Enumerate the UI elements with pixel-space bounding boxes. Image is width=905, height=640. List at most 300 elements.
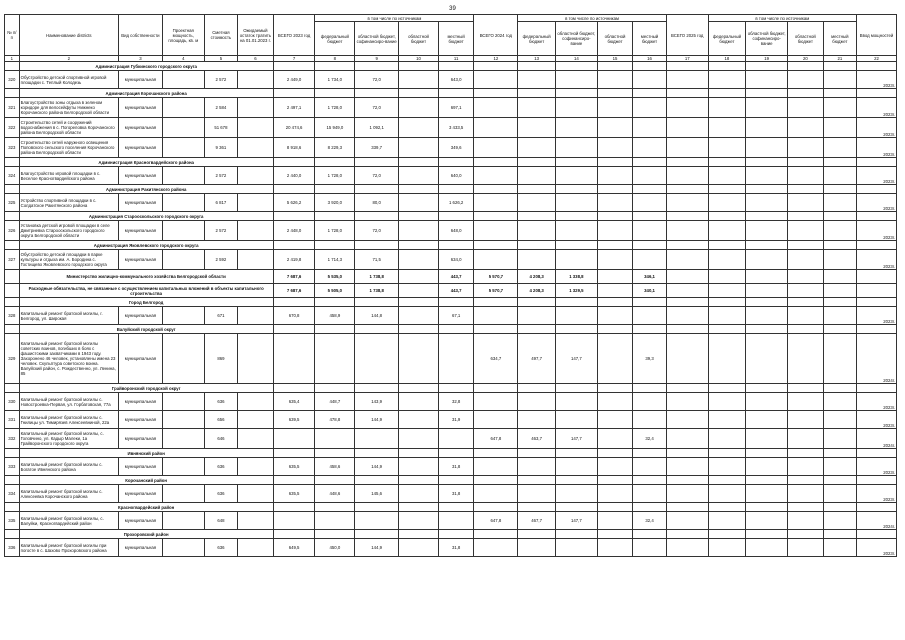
empty-cell (788, 194, 824, 212)
empty-cell (708, 221, 746, 241)
empty-cell (399, 325, 439, 334)
header-regional: областной бюджет (399, 22, 439, 56)
empty-cell (823, 449, 856, 458)
cell-loc23 (438, 334, 474, 384)
empty-cell (746, 325, 788, 334)
cell-name: Установка детской игровой площадки в селе Дмитриевка Старооскольского городского округа Белгородской области (19, 221, 118, 241)
cell-rem (238, 221, 274, 241)
empty-cell (666, 185, 708, 194)
empty-cell (788, 241, 824, 250)
empty-cell (555, 503, 597, 512)
empty-cell (708, 411, 746, 429)
cell-name: Обустройство детской спортивной игровой площадки с. Теплый Колодезь (19, 71, 118, 89)
cell-t24 (474, 485, 518, 503)
section-num-cell (5, 384, 20, 393)
cell-t23 (273, 334, 315, 384)
empty-cell (708, 62, 746, 71)
cell-reg24c: 147,7 (555, 334, 597, 384)
empty-cell (518, 212, 556, 221)
cell-cap (162, 429, 204, 449)
section-title: Грайворонский городской округ (19, 384, 273, 393)
cell-name: Строительство сетей и сооружений водоснабжения в с. Погореловка Корочанского района Белгородской области (19, 118, 118, 138)
empty-cell (438, 325, 474, 334)
section-title: Город Белгород (19, 298, 273, 307)
header-sources-2024: в том числе по источникам (518, 15, 666, 22)
empty-cell (474, 449, 518, 458)
empty-cell (823, 325, 856, 334)
cell-year: 2023г. (857, 118, 897, 138)
empty-cell (666, 325, 708, 334)
empty-cell (857, 241, 897, 250)
header-sources-2025: в том числе по источникам (708, 15, 856, 22)
cell-num: 335 (5, 512, 20, 530)
cell-reg24 (597, 539, 633, 557)
cell-reg23 (399, 539, 439, 557)
cell-reg23 (399, 458, 439, 476)
empty-cell (633, 298, 666, 307)
empty-cell (857, 530, 897, 539)
empty-cell (823, 194, 856, 212)
empty-cell (273, 449, 315, 458)
empty-cell (788, 62, 824, 71)
column-number: 22 (857, 56, 897, 62)
empty-cell (273, 530, 315, 539)
investment-table (4, 14, 897, 557)
cell-t25 (666, 429, 708, 449)
table-row (5, 307, 897, 325)
cell-num: 320 (5, 71, 20, 89)
cell-cap (162, 167, 204, 185)
cell-reg23 (399, 429, 439, 449)
cell-reg24c: 147,7 (555, 429, 597, 449)
cell-loc24 (633, 98, 666, 118)
cell-fed23 (315, 334, 355, 384)
cell-reg23c (355, 512, 399, 530)
empty-cell (823, 158, 856, 167)
empty-cell (555, 530, 597, 539)
empty-cell (746, 334, 788, 384)
cell-loc23 (438, 512, 474, 530)
cell-reg24c (555, 71, 597, 89)
empty-cell (708, 158, 746, 167)
column-number: 14 (555, 56, 597, 62)
empty-cell (823, 539, 856, 557)
column-number: 5 (204, 56, 237, 62)
cell-year: 2023г. (857, 167, 897, 185)
cell-fed23: 3 920,0 (315, 194, 355, 212)
cell-t24 (474, 194, 518, 212)
cell-year: 2023г. (857, 71, 897, 89)
table-row (5, 458, 897, 476)
cell-t24 (474, 539, 518, 557)
cell-loc23: 1 626,2 (438, 194, 474, 212)
empty-cell (746, 503, 788, 512)
cell-cost: 51 678 (204, 118, 237, 138)
empty-cell (708, 485, 746, 503)
cell-fed23: 1 728,0 (315, 98, 355, 118)
cell-loc23: 67,1 (438, 307, 474, 325)
cell-fed23 (315, 512, 355, 530)
cell-name: Устройство спортивной площадки в с. Солдатское Ракитянского района (19, 194, 118, 212)
cell-fed24: 467,7 (518, 512, 556, 530)
cell-loc24 (633, 250, 666, 270)
empty-cell (438, 212, 474, 221)
table-row (5, 138, 897, 158)
cell-owner: муниципальная (118, 539, 162, 557)
empty-cell (788, 334, 824, 384)
section-num-cell (5, 89, 20, 98)
cell-rem (238, 411, 274, 429)
cell-cap (162, 118, 204, 138)
empty-cell (273, 158, 315, 167)
cell-num: 327 (5, 250, 20, 270)
empty-cell (355, 530, 399, 539)
cell-num: 324 (5, 167, 20, 185)
empty-cell (633, 212, 666, 221)
empty-cell (708, 429, 746, 449)
total-num-cell (5, 270, 20, 284)
header-federal: федеральный бюджет (518, 22, 556, 56)
empty-cell (518, 241, 556, 250)
empty-cell (666, 158, 708, 167)
column-number: 13 (518, 56, 556, 62)
cell-loc23: 643,0 (438, 71, 474, 89)
empty-cell (823, 241, 856, 250)
cell-rem (238, 458, 274, 476)
column-number: 2 (19, 56, 118, 62)
cell-reg23c: 72,0 (355, 71, 399, 89)
cell-fed23: 1 728,0 (315, 167, 355, 185)
empty-cell (399, 62, 439, 71)
empty-cell (857, 62, 897, 71)
cell-loc23: 31,9 (438, 411, 474, 429)
section-title: Корочанский район (19, 476, 273, 485)
cell-fed24 (518, 118, 556, 138)
total-row (5, 270, 897, 284)
empty-cell (746, 71, 788, 89)
empty-cell (746, 138, 788, 158)
empty-cell (597, 185, 633, 194)
empty-cell (273, 384, 315, 393)
header-cost: Сметная стоимость (204, 15, 237, 56)
empty-cell (746, 194, 788, 212)
section-row (5, 384, 897, 393)
cell-owner: муниципальная (118, 411, 162, 429)
empty-cell (857, 185, 897, 194)
empty-cell (857, 384, 897, 393)
cell-t25 (666, 98, 708, 118)
empty-cell (708, 512, 746, 530)
empty-cell (823, 167, 856, 185)
empty-cell (746, 250, 788, 270)
empty-cell (788, 98, 824, 118)
empty-cell (823, 530, 856, 539)
cell-fed24 (518, 194, 556, 212)
cell-reg23 (399, 411, 439, 429)
cell-fed23: 1 734,0 (315, 71, 355, 89)
cell-rem (238, 429, 274, 449)
cell-cost: 869 (204, 334, 237, 384)
empty-cell (273, 212, 315, 221)
empty-cell (708, 384, 746, 393)
cell-reg23c: 71,5 (355, 250, 399, 270)
cell-owner: муниципальная (118, 334, 162, 384)
total-value-loc23: 443,7 (438, 284, 474, 298)
header-local: местный бюджет (633, 22, 666, 56)
cell-reg23c: 144,9 (355, 458, 399, 476)
empty-cell (788, 485, 824, 503)
empty-cell (788, 250, 824, 270)
cell-t25 (666, 539, 708, 557)
empty-cell (438, 384, 474, 393)
empty-cell (823, 62, 856, 71)
cell-cost: 636 (204, 485, 237, 503)
cell-loc23: 648,0 (438, 221, 474, 241)
section-row (5, 62, 897, 71)
cell-fed23: 458,9 (315, 307, 355, 325)
column-number: 10 (399, 56, 439, 62)
total-value-reg24 (597, 270, 633, 284)
cell-cap (162, 334, 204, 384)
section-num-cell (5, 503, 20, 512)
cell-owner: муниципальная (118, 98, 162, 118)
empty-cell (746, 185, 788, 194)
cell-owner: муниципальная (118, 250, 162, 270)
cell-fed23: 450,0 (315, 539, 355, 557)
cell-reg24 (597, 458, 633, 476)
section-title: Администрация Старооскольского городского округа (19, 212, 273, 221)
cell-year: 2024г. (857, 429, 897, 449)
cell-fed23: 1 714,3 (315, 250, 355, 270)
cell-t23: 2 448,0 (273, 221, 315, 241)
cell-t24 (474, 118, 518, 138)
empty-cell (355, 158, 399, 167)
cell-year: 2023г. (857, 98, 897, 118)
empty-cell (399, 212, 439, 221)
empty-cell (399, 298, 439, 307)
cell-name: Капитальный ремонт братской могилы при погосте в с. Шахово Прохоровского района (19, 539, 118, 557)
empty-cell (597, 530, 633, 539)
cell-reg23c: 72,0 (355, 98, 399, 118)
empty-cell (746, 384, 788, 393)
cell-t25 (666, 71, 708, 89)
cell-num: 332 (5, 429, 20, 449)
section-row (5, 89, 897, 98)
cell-num: 331 (5, 411, 20, 429)
empty-cell (555, 185, 597, 194)
empty-cell (315, 298, 355, 307)
section-row (5, 503, 897, 512)
empty-cell (273, 185, 315, 194)
cell-reg23c: 143,9 (355, 393, 399, 411)
empty-cell (315, 384, 355, 393)
cell-loc24 (633, 411, 666, 429)
cell-fed24 (518, 458, 556, 476)
cell-t25 (666, 167, 708, 185)
empty-cell (788, 325, 824, 334)
empty-cell (708, 298, 746, 307)
empty-cell (633, 530, 666, 539)
section-title: Валуйский городской округ (19, 325, 273, 334)
empty-cell (633, 503, 666, 512)
empty-cell (666, 476, 708, 485)
section-num-cell (5, 476, 20, 485)
empty-cell (666, 241, 708, 250)
empty-cell (555, 241, 597, 250)
header-year: Ввод мощностей (857, 15, 897, 56)
cell-reg23 (399, 512, 439, 530)
cell-reg24 (597, 485, 633, 503)
cell-num: 333 (5, 458, 20, 476)
cell-t25 (666, 512, 708, 530)
table-row (5, 429, 897, 449)
cell-t24 (474, 221, 518, 241)
cell-loc23 (438, 429, 474, 449)
empty-cell (518, 449, 556, 458)
empty-cell (518, 298, 556, 307)
empty-cell (857, 325, 897, 334)
empty-cell (708, 270, 746, 284)
empty-cell (708, 194, 746, 212)
total-value-t23: 7 687,6 (273, 270, 315, 284)
empty-cell (273, 62, 315, 71)
cell-t23: 639,5 (273, 411, 315, 429)
cell-cost: 646 (204, 429, 237, 449)
cell-cap (162, 485, 204, 503)
empty-cell (399, 241, 439, 250)
cell-t23: 8 918,6 (273, 138, 315, 158)
empty-cell (597, 298, 633, 307)
cell-cap (162, 138, 204, 158)
cell-reg24 (597, 138, 633, 158)
cell-loc23: 640,0 (438, 167, 474, 185)
total-value-reg23c: 1 738,8 (355, 284, 399, 298)
column-number: 3 (118, 56, 162, 62)
empty-cell (633, 62, 666, 71)
cell-t23: 649,5 (273, 539, 315, 557)
empty-cell (746, 270, 788, 284)
cell-reg23 (399, 393, 439, 411)
total-num-cell (5, 284, 20, 298)
cell-reg24c (555, 393, 597, 411)
cell-loc24: 39,3 (633, 334, 666, 384)
cell-t25 (666, 118, 708, 138)
empty-cell (474, 476, 518, 485)
cell-reg23 (399, 485, 439, 503)
cell-owner: муниципальная (118, 167, 162, 185)
cell-owner: муниципальная (118, 307, 162, 325)
cell-reg24 (597, 71, 633, 89)
section-num-cell (5, 298, 20, 307)
section-title: Ивнянский район (19, 449, 273, 458)
cell-num: 329 (5, 334, 20, 384)
cell-name: Капитальный ремонт братской могилы с. Новостроевка-Первая, ул. Горбатовская, 77а (19, 393, 118, 411)
empty-cell (355, 62, 399, 71)
empty-cell (823, 458, 856, 476)
cell-year: 2023г. (857, 307, 897, 325)
table-body (5, 62, 897, 557)
empty-cell (273, 476, 315, 485)
cell-reg24 (597, 250, 633, 270)
empty-cell (438, 62, 474, 71)
cell-name: Капитальный ремонт братской могилы с. Алексеевка Корочанского района (19, 485, 118, 503)
empty-cell (315, 503, 355, 512)
empty-cell (788, 429, 824, 449)
cell-rem (238, 167, 274, 185)
cell-owner: муниципальная (118, 429, 162, 449)
empty-cell (518, 530, 556, 539)
empty-cell (708, 503, 746, 512)
empty-cell (315, 212, 355, 221)
empty-cell (399, 89, 439, 98)
cell-loc24 (633, 167, 666, 185)
cell-fed24 (518, 98, 556, 118)
empty-cell (788, 384, 824, 393)
empty-cell (823, 485, 856, 503)
empty-cell (823, 284, 856, 298)
empty-cell (399, 185, 439, 194)
cell-reg24 (597, 429, 633, 449)
empty-cell (708, 89, 746, 98)
cell-t24 (474, 393, 518, 411)
empty-cell (315, 530, 355, 539)
cell-t24 (474, 167, 518, 185)
cell-fed24 (518, 485, 556, 503)
empty-cell (438, 503, 474, 512)
empty-cell (708, 307, 746, 325)
cell-fed23 (315, 429, 355, 449)
cell-rem (238, 98, 274, 118)
cell-reg23c: 1 092,1 (355, 118, 399, 138)
page-number: 39 (449, 6, 456, 12)
empty-cell (823, 393, 856, 411)
cell-cap (162, 307, 204, 325)
cell-loc24 (633, 118, 666, 138)
section-title: Администрация Ракитянского района (19, 185, 273, 194)
empty-cell (788, 512, 824, 530)
empty-cell (273, 298, 315, 307)
cell-rem (238, 539, 274, 557)
cell-reg23c: 144,9 (355, 539, 399, 557)
cell-reg24c (555, 118, 597, 138)
empty-cell (597, 325, 633, 334)
empty-cell (555, 158, 597, 167)
header-sources-2023: в том числе по источникам (315, 15, 474, 22)
cell-cost: 9 361 (204, 138, 237, 158)
cell-rem (238, 138, 274, 158)
empty-cell (857, 503, 897, 512)
empty-cell (823, 503, 856, 512)
cell-cap (162, 71, 204, 89)
empty-cell (708, 98, 746, 118)
cell-reg23c: 144,9 (355, 411, 399, 429)
empty-cell (518, 158, 556, 167)
empty-cell (399, 503, 439, 512)
empty-cell (857, 158, 897, 167)
empty-cell (708, 476, 746, 485)
cell-reg24 (597, 118, 633, 138)
section-num-cell (5, 185, 20, 194)
empty-cell (518, 503, 556, 512)
cell-t23: 670,8 (273, 307, 315, 325)
cell-fed24 (518, 307, 556, 325)
empty-cell (788, 89, 824, 98)
empty-cell (273, 89, 315, 98)
header-regional: областной бюджет (788, 22, 824, 56)
cell-rem (238, 71, 274, 89)
column-number: 6 (238, 56, 274, 62)
cell-reg23c: 144,8 (355, 307, 399, 325)
